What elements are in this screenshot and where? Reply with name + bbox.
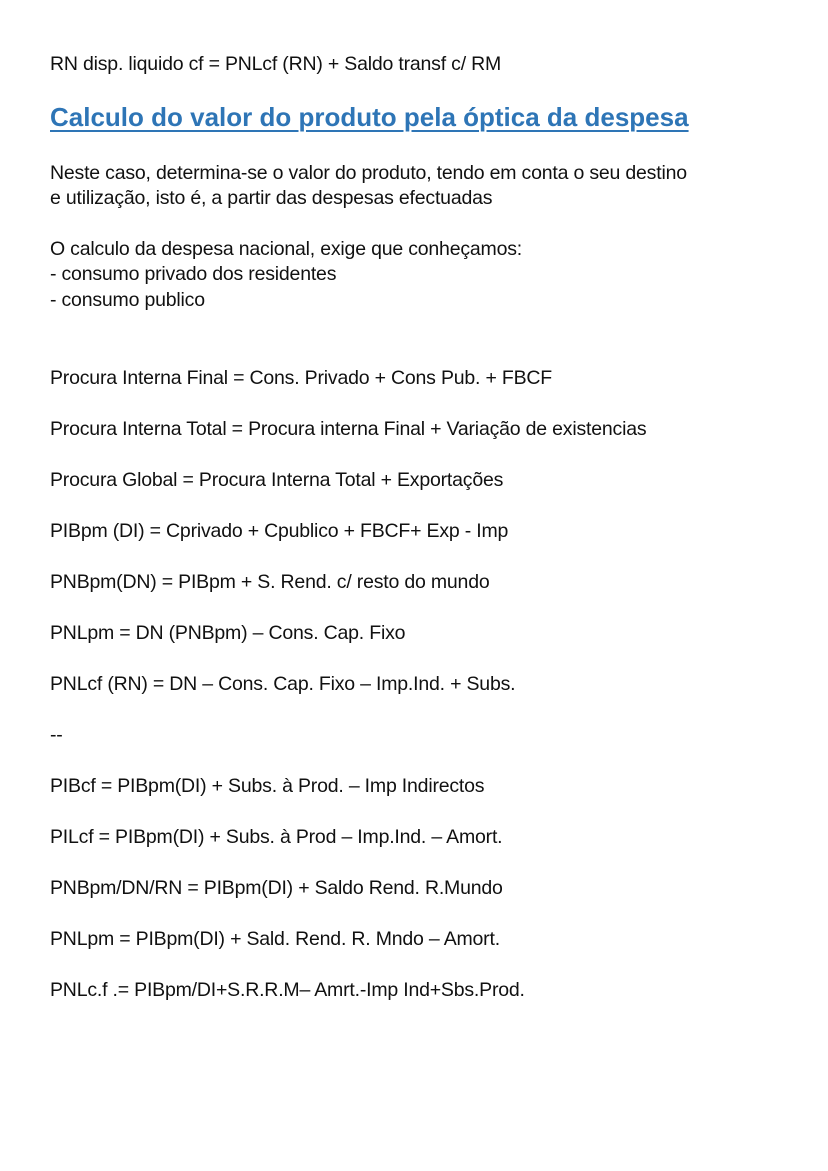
formula-pnlcf: PNLcf (RN) = DN – Cons. Cap. Fixo – Imp.Ind. + Subs. [50, 673, 516, 695]
formula-pnbpm-dn-rn: PNBpm/DN/RN = PIBpm(DI) + Saldo Rend. R.Mundo [50, 877, 503, 899]
paragraph-line: Neste caso, determina-se o valor do produto, tendo em conta o seu destino [50, 162, 687, 184]
formula-pnlcf-alt: PNLc.f .= PIBpm/DI+S.R.R.M– Amrt.-Imp Ind+Sbs.Prod. [50, 979, 525, 1001]
formula-pnbpm: PNBpm(DN) = PIBpm + S. Rend. c/ resto do mundo [50, 571, 490, 593]
formula-pnlpm: PNLpm = DN (PNBpm) – Cons. Cap. Fixo [50, 622, 406, 644]
formula-procura-global: Procura Global = Procura Interna Total + Exportações [50, 469, 504, 491]
paragraph-line: e utilização, isto é, a partir das despesas efectuadas [50, 187, 493, 209]
formula-pibpm: PIBpm (DI) = Cprivado + Cpublico + FBCF+ Exp - Imp [50, 520, 509, 542]
paragraph-line: O calculo da despesa nacional, exige que conheçamos: [50, 238, 522, 260]
intro-formula: RN disp. liquido cf = PNLcf (RN) + Saldo transf c/ RM [50, 53, 502, 75]
list-item: - consumo privado dos residentes [50, 263, 337, 285]
formula-pibcf: PIBcf = PIBpm(DI) + Subs. à Prod. – Imp Indirectos [50, 775, 485, 797]
section-heading: Calculo do valor do produto pela óptica da despesa [50, 102, 689, 132]
separator: -- [50, 724, 63, 746]
formula-pilcf: PILcf = PIBpm(DI) + Subs. à Prod – Imp.Ind. – Amort. [50, 826, 503, 848]
formula-procura-interna-total: Procura Interna Total = Procura interna Final + Variação de existencias [50, 418, 647, 440]
formula-procura-interna-final: Procura Interna Final = Cons. Privado + Cons Pub. + FBCF [50, 367, 552, 389]
list-item: - consumo publico [50, 289, 205, 311]
formula-pnlpm-alt: PNLpm = PIBpm(DI) + Sald. Rend. R. Mndo – Amort. [50, 928, 500, 950]
